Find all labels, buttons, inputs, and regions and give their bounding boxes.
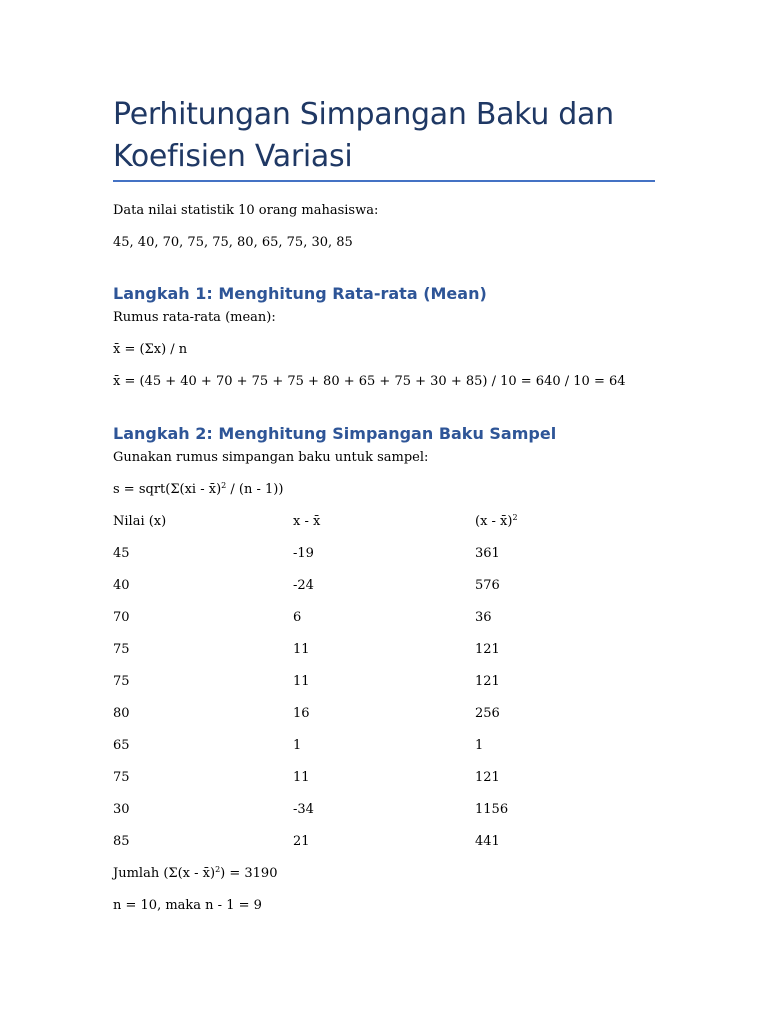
header-squared-prefix: (x - x̄): [475, 514, 513, 529]
header-squared-sup: 2: [512, 513, 518, 522]
table-cell-nilai: 75: [113, 642, 130, 657]
table-cell-deviation: 21: [293, 834, 310, 849]
n-line: n = 10, maka n - 1 = 9: [113, 898, 262, 913]
table-cell-squared: 441: [475, 834, 500, 849]
table-cell-nilai: 75: [113, 770, 130, 785]
title-divider: [113, 180, 655, 182]
sum-prefix: Jumlah (Σ(x - x̄): [113, 866, 216, 881]
table-cell-deviation: 11: [293, 642, 310, 657]
table-cell-squared: 576: [475, 578, 500, 593]
table-cell-nilai: 85: [113, 834, 130, 849]
step1-formula: x̄ = (Σx) / n: [113, 342, 188, 357]
intro-label: Data nilai statistik 10 orang mahasiswa:: [113, 203, 379, 218]
table-cell-nilai: 45: [113, 546, 130, 561]
formula-suffix: / (n - 1)): [226, 482, 284, 497]
table-cell-nilai: 70: [113, 610, 130, 625]
table-cell-deviation: 16: [293, 706, 310, 721]
table-cell-deviation: -24: [293, 578, 314, 593]
table-cell-nilai: 80: [113, 706, 130, 721]
page-title: Perhitungan Simpangan Baku dan Koefisien Variasi: [113, 97, 614, 174]
step1-formula-label: Rumus rata-rata (mean):: [113, 310, 276, 325]
table-cell-squared: 256: [475, 706, 500, 721]
table-cell-squared: 121: [475, 642, 500, 657]
step1-calculation: x̄ = (45 + 40 + 70 + 75 + 75 + 80 + 65 + 75 + 30 + 85) / 10 = 640 / 10 = 64: [113, 374, 626, 389]
table-cell-deviation: -34: [293, 802, 314, 817]
step2-formula: [113, 482, 283, 498]
table-cell-nilai: 30: [113, 802, 130, 817]
table-cell-squared: 1: [475, 738, 484, 753]
table-header-nilai: Nilai (x): [113, 514, 167, 529]
table-header-deviation: x - x̄: [293, 514, 321, 529]
table-cell-squared: 121: [475, 674, 500, 689]
table-cell-deviation: 1: [293, 738, 302, 753]
sum-sup: 2: [215, 865, 221, 874]
table-cell-deviation: 11: [293, 770, 310, 785]
table-cell-squared: 121: [475, 770, 500, 785]
table-cell-squared: 361: [475, 546, 500, 561]
table-cell-nilai: 40: [113, 578, 130, 593]
formula-prefix: s = sqrt(Σ(xi - x̄): [113, 482, 222, 497]
step2-heading: Langkah 2: Menghitung Simpangan Baku Sampel: [113, 424, 557, 443]
table-cell-nilai: 75: [113, 674, 130, 689]
data-values: 45, 40, 70, 75, 75, 80, 65, 75, 30, 85: [113, 235, 353, 250]
table-cell-deviation: -19: [293, 546, 314, 561]
table-cell-squared: 36: [475, 610, 492, 625]
table-header-squared: [475, 514, 518, 530]
table-cell-deviation: 6: [293, 610, 302, 625]
table-cell-nilai: 65: [113, 738, 130, 753]
step1-heading: Langkah 1: Menghitung Rata-rata (Mean): [113, 284, 487, 303]
formula-sup: 2: [221, 481, 227, 490]
sum-line: [113, 866, 277, 882]
table-cell-deviation: 11: [293, 674, 310, 689]
step2-formula-label: Gunakan rumus simpangan baku untuk sampel:: [113, 450, 429, 465]
table-cell-squared: 1156: [475, 802, 509, 817]
sum-suffix: ) = 3190: [220, 866, 278, 881]
